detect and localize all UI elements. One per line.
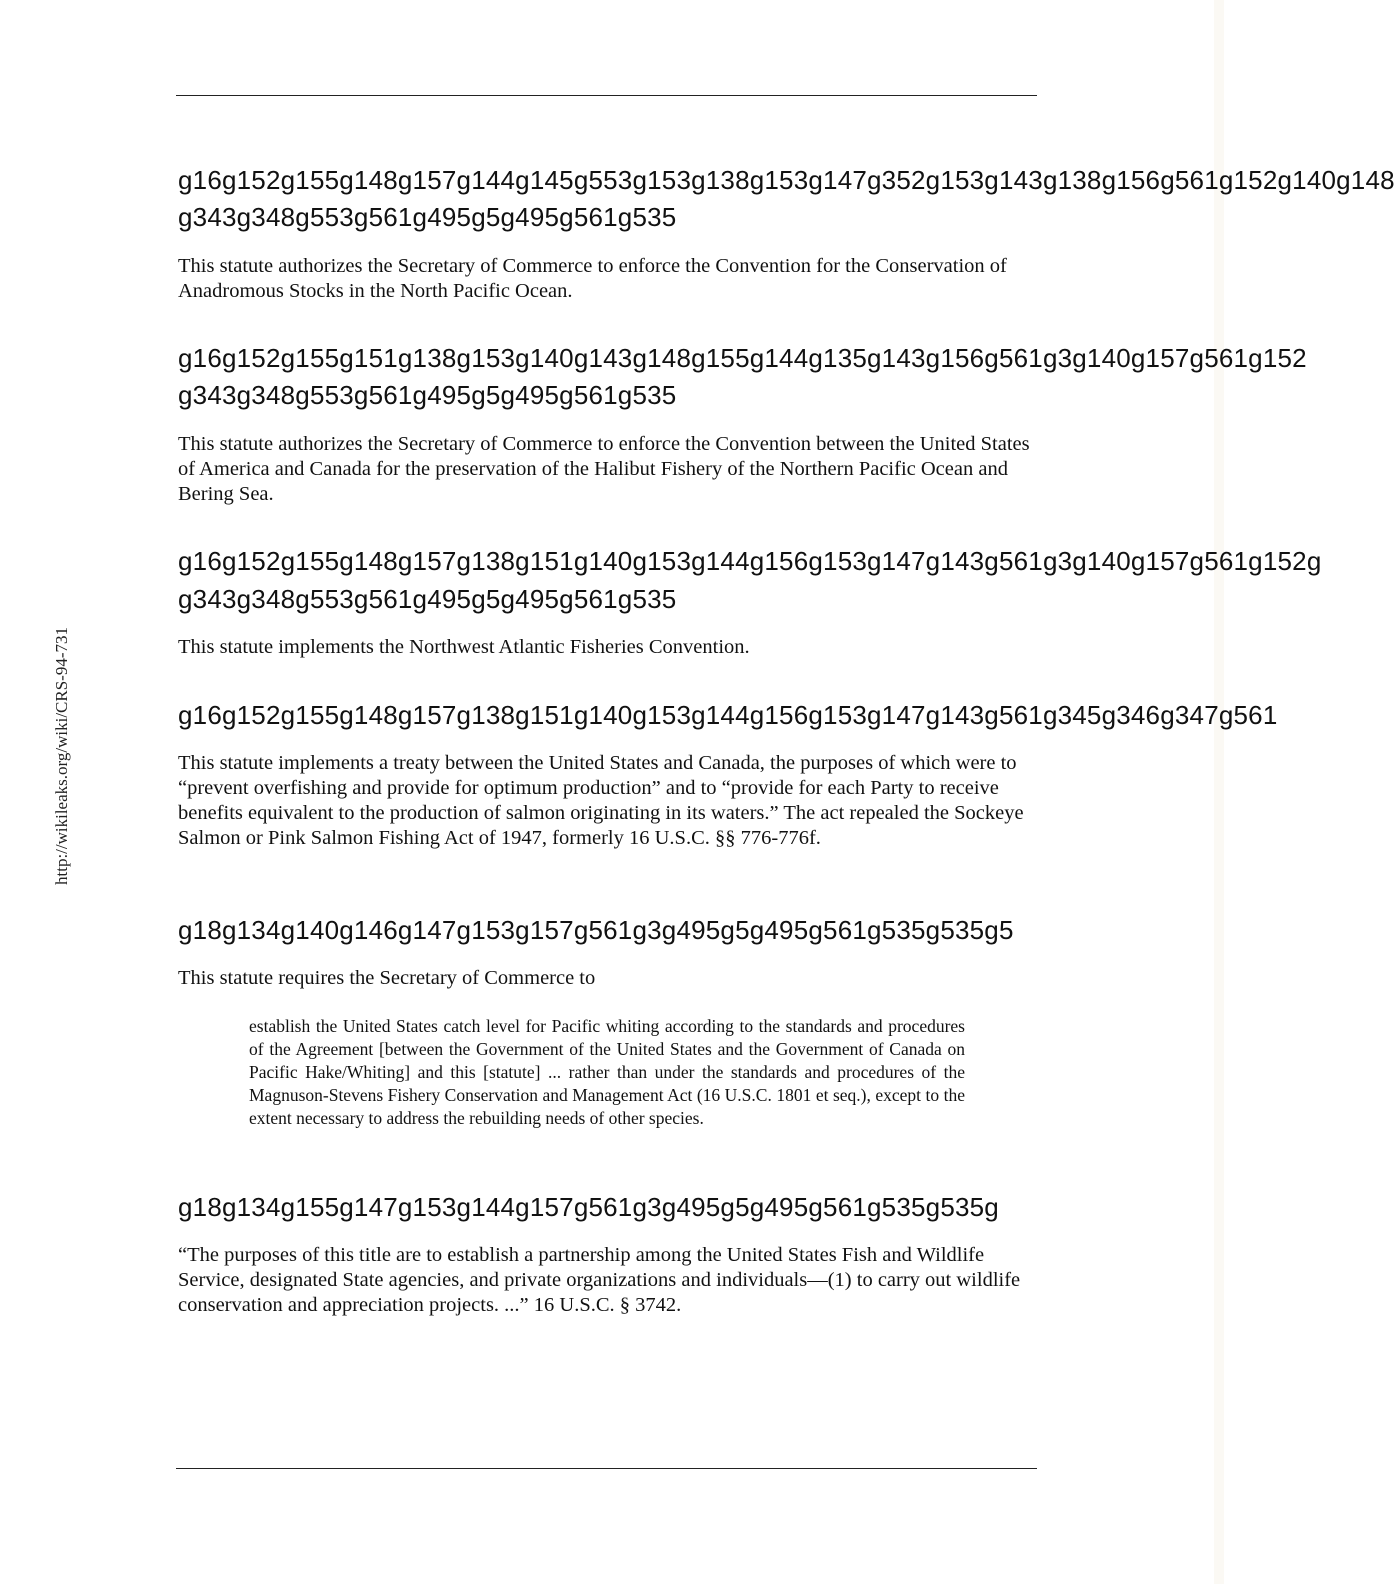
section-body: This statute requires the Secretary of Commerce to: [178, 967, 596, 989]
section-heading-line: g16g152g155g148g157g138g151g140g153g144g156g153g147g143g561g3g140g157g561g152g: [178, 546, 1322, 576]
section-body: This statute implements a treaty between the United States and Canada, the purposes of which were to “prevent overfishing and provide for optimum production” and to “provide for each Party to receive benefits equivalent to the production of salmon originating in its waters.” The act repealed the Sockeye Salmon or Pink Salmon Fishing Act of 1947, formerly 16 U.S.C. §§ 776-776f.: [178, 752, 1024, 849]
footer-rule: [176, 1468, 1037, 1469]
section-heading-line: g343g348g553g561g495g5g495g561g535: [178, 380, 677, 410]
section-heading-line: g16g152g155g151g138g153g140g143g148g155g144g135g143g156g561g3g140g157g561g152: [178, 343, 1307, 373]
section-heading-line: g343g348g553g561g495g5g495g561g535: [178, 584, 677, 614]
section-heading-line: g343g348g553g561g495g5g495g561g535: [178, 202, 677, 232]
section-body: “The purposes of this title are to establish a partnership among the United States Fish and Wildlife Service, designated State agencies, and private organizations and individuals—(1) to carry out wildlife conservation and appreciation projects. ...” 16 U.S.C. § 3742.: [178, 1244, 1021, 1316]
section-heading-line: g16g152g155g148g157g138g151g140g153g144g156g153g147g143g561g345g346g347g561: [178, 700, 1278, 730]
source-url[interactable]: http://wikileaks.org/wiki/CRS-94-731: [52, 627, 71, 885]
section-body: This statute authorizes the Secretary of Commerce to enforce the Convention between the United States of America and Canada for the preservation of the Halibut Fishery of the Northern Pacific Ocean and Bering Sea.: [178, 433, 1030, 505]
section-heading-line: g18g134g140g146g147g153g157g561g3g495g5g495g561g535g535g5: [178, 915, 1014, 945]
section-heading-line: g18g134g155g147g153g144g157g561g3g495g5g495g561g535g535g: [178, 1192, 999, 1222]
page-edge: [1214, 0, 1224, 1584]
section-heading-line: g16g152g155g148g157g144g145g553g153g138g153g147g352g153g143g138g156g561g152g140g148: [178, 165, 1395, 195]
header-rule: [176, 95, 1037, 96]
section-body: This statute implements the Northwest Atlantic Fisheries Convention.: [178, 636, 750, 658]
section-body: This statute authorizes the Secretary of Commerce to enforce the Convention for the Conservation of Anadromous Stocks in the North Pacific Ocean.: [178, 255, 1007, 302]
block-quote: establish the United States catch level for Pacific whiting according to the standards and procedures of the Agreement [between the Government of the United States and the Government of Canada on Pacific Hake/Whiting] and this [statute] ... rather than under the standards and procedures of the Magnuson-Stevens Fishery Conservation and Management Act (16 U.S.C. 1801 et seq.), except to the extent necessary to address the rebuilding needs of other species.: [249, 1016, 965, 1128]
